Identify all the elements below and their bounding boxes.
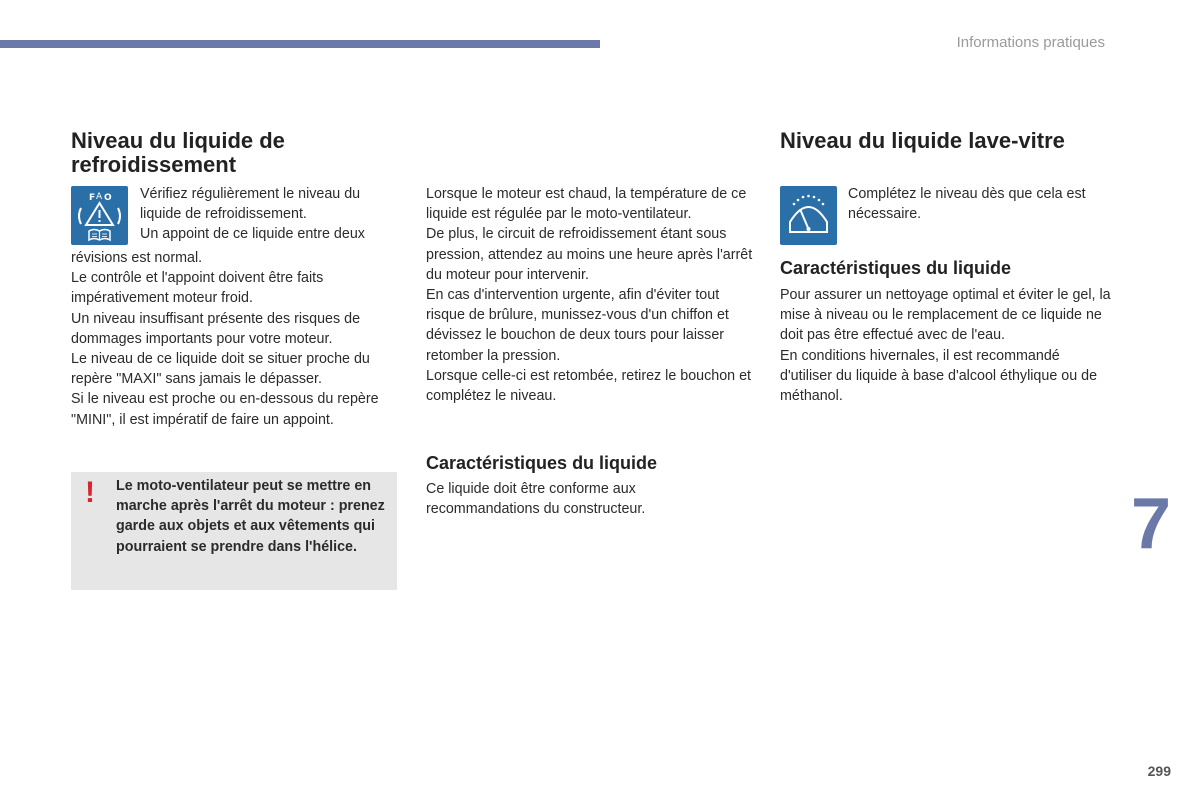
svg-text:A: A: [96, 192, 103, 202]
washer-spec-text: Pour assurer un nettoyage optimal et éviter le gel, la mise à niveau ou le remplacement de ce liquide ne doit pas être effectué avec de l'eau.: [780, 287, 1111, 344]
page-number: 299: [1147, 763, 1171, 779]
coolant-intro-line: Un appoint de ce liquide entre deux: [140, 226, 365, 243]
coolant-spec: [426, 479, 726, 519]
svg-text:O: O: [104, 193, 112, 203]
coolant-intro-line: Vérifiez régulièrement le niveau du: [140, 186, 361, 202]
chapter-number: 7: [1131, 484, 1172, 564]
coolant-hot-paragraph: Lorsque le moteur est chaud, la température de ce liquide est régulée par le moto-ventilateur.: [426, 186, 747, 223]
coolant-title: Niveau du liquide de refroidissement: [71, 128, 285, 177]
coolant-body: [71, 248, 399, 430]
coolant-spec-text: Ce liquide doit être conforme aux recommandations du constructeur.: [426, 481, 646, 518]
coolant-hot-engine-text: [426, 184, 756, 406]
coolant-paragraph: révisions est normal.: [71, 250, 203, 266]
fan-warning-box: [71, 472, 397, 590]
washer-spec-title: Caractéristiques du liquide: [780, 258, 1012, 278]
coolant-intro: [140, 184, 400, 245]
header-accent-bar: [0, 40, 600, 48]
windscreen-washer-icon: [780, 186, 837, 245]
washer-intro-text: Complétez le niveau dès que cela est nécessaire.: [848, 186, 1086, 223]
coolant-paragraph: Le contrôle et l'appoint doivent être faits impérativement moteur froid.: [71, 270, 324, 307]
washer-title: Niveau du liquide lave-vitre: [780, 128, 1065, 153]
coolant-hot-paragraph: De plus, le circuit de refroidissement étant sous pression, attendez au moins une heure après l'arrêt du moteur pour intervenir.: [426, 226, 753, 283]
coolant-spec-title: Caractéristiques du liquide: [426, 453, 658, 473]
coolant-paragraph: Si le niveau est proche ou en-dessous du repère "MINI", il est impératif de faire un appoint.: [71, 391, 379, 428]
svg-text:F: F: [89, 193, 96, 203]
coolant-hot-paragraph: Lorsque celle-ci est retombée, retirez le bouchon et complétez le niveau.: [426, 367, 752, 405]
exclamation-icon: !: [85, 476, 95, 509]
coolant-paragraph: Un niveau insuffisant présente des risques de dommages importants pour votre moteur.: [71, 310, 361, 347]
washer-spec: [780, 285, 1115, 406]
coolant-warning-manual-icon: [71, 186, 128, 245]
washer-spec-text: En conditions hivernales, il est recommandé d'utiliser du liquide à base d'alcool éthylique ou de méthanol.: [780, 347, 1098, 405]
coolant-hot-paragraph: En cas d'intervention urgente, afin d'éviter tout risque de brûlure, munissez-vous d'un chiffon et dévissez le bouchon de deux tours pour laisser retomber la pression.: [426, 287, 729, 364]
washer-intro: [848, 184, 1113, 224]
section-header: Informations pratiques: [956, 34, 1105, 51]
coolant-paragraph: Le niveau de ce liquide doit se situer proche du repère "MAXI" sans jamais le dépasser.: [71, 351, 370, 388]
fan-warning-text: Le moto-ventilateur peut se mettre en marche après l'arrêt du moteur : prenez garde aux objets et aux vêtements qui pourraient se prendre dans l'hélice.: [116, 478, 385, 555]
coolant-intro-line: liquide de refroidissement.: [140, 206, 307, 223]
